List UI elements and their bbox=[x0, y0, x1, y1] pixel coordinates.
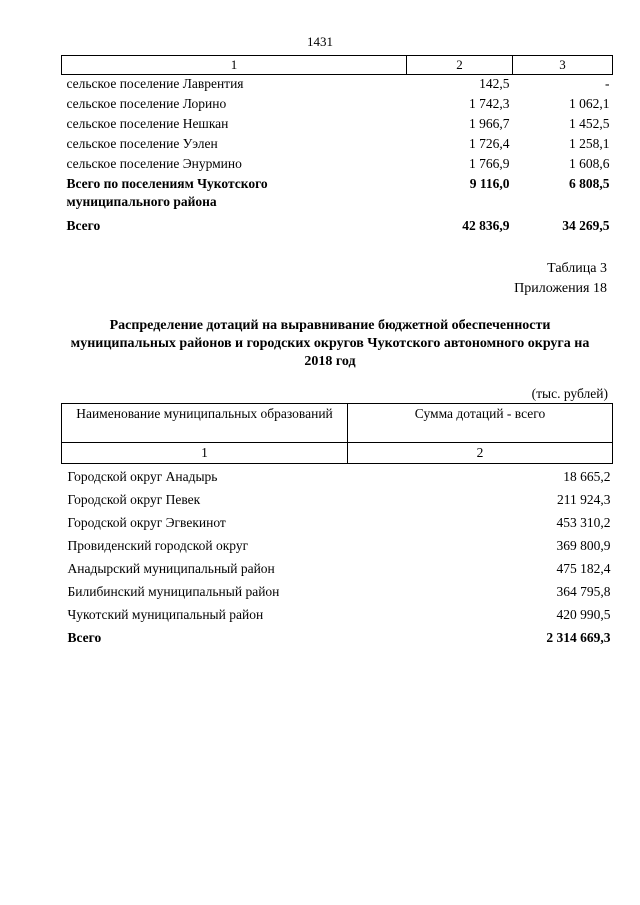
total-name: Всего bbox=[66, 218, 101, 233]
table-row bbox=[62, 490, 613, 513]
row-value: 453 310,2 bbox=[556, 515, 611, 530]
row-value-2: 1 742,3 bbox=[469, 96, 510, 111]
settlements-table bbox=[61, 55, 613, 237]
unit-label: (тыс. рублей) bbox=[531, 386, 608, 401]
row-value-3: 1 608,6 bbox=[569, 156, 610, 171]
table-row bbox=[62, 95, 613, 115]
row-name: Анадырский муниципальный район bbox=[67, 561, 275, 576]
table-row bbox=[62, 536, 613, 559]
total-value: 2 314 669,3 bbox=[546, 630, 611, 645]
row-value-3: 1 258,1 bbox=[569, 136, 610, 151]
appendix-number: Приложения 18 bbox=[514, 281, 607, 296]
row-value-3: 1 452,5 bbox=[569, 116, 610, 131]
row-value-2: 1 766,9 bbox=[469, 156, 510, 171]
total-row bbox=[62, 211, 613, 237]
column-header-1: 1 bbox=[62, 56, 407, 75]
column-header-sum: Сумма дотаций - всего bbox=[348, 404, 613, 443]
row-value: 369 800,9 bbox=[556, 538, 611, 553]
table-row bbox=[62, 582, 613, 605]
row-name: Чукотский муниципальный район bbox=[67, 607, 264, 622]
subsidies-table bbox=[61, 403, 613, 651]
table-number: Таблица 3 bbox=[547, 261, 607, 276]
row-value-3: 1 062,1 bbox=[569, 96, 610, 111]
table-row bbox=[62, 135, 613, 155]
subtotal-value-2: 9 116,0 bbox=[469, 176, 510, 191]
row-name: Городской округ Анадырь bbox=[67, 469, 218, 484]
column-number-1: 1 bbox=[62, 443, 348, 464]
row-value: 211 924,3 bbox=[557, 492, 611, 507]
column-header-name: Наименование муниципальных образований bbox=[62, 404, 348, 443]
table-row bbox=[62, 513, 613, 536]
table-header-row bbox=[62, 56, 613, 75]
total-value-2: 42 836,9 bbox=[462, 218, 510, 233]
row-value-3: - bbox=[605, 76, 610, 91]
row-value: 364 795,8 bbox=[556, 584, 611, 599]
row-name: Билибинский муниципальный район bbox=[67, 584, 280, 599]
row-value: 420 990,5 bbox=[556, 607, 611, 622]
table-row bbox=[62, 155, 613, 175]
total-row bbox=[62, 628, 613, 651]
row-name: Городской округ Эгвекинот bbox=[67, 515, 226, 530]
total-value-3: 34 269,5 bbox=[562, 218, 610, 233]
row-name: Городской округ Певек bbox=[67, 492, 201, 507]
table-row bbox=[62, 464, 613, 491]
row-value: 475 182,4 bbox=[556, 561, 611, 576]
table-row bbox=[62, 75, 613, 96]
table-reference bbox=[514, 259, 607, 299]
table-row bbox=[62, 115, 613, 135]
row-name: сельское поселение Нешкан bbox=[66, 116, 229, 131]
subtotal-name: Всего по поселениям Чукотского муниципального района bbox=[66, 176, 268, 209]
page-number: 1431 bbox=[307, 34, 333, 49]
column-header-3: 3 bbox=[513, 56, 613, 75]
total-name: Всего bbox=[67, 630, 102, 645]
row-value: 18 665,2 bbox=[563, 469, 611, 484]
table-title: Распределение дотаций на выравнивание бюджетной обеспеченности муниципальных районов и городских округов Чукотского автономного округа на 2018 год bbox=[70, 318, 590, 369]
subtotal-row bbox=[62, 175, 613, 211]
table-header-row bbox=[62, 404, 613, 443]
row-name: сельское поселение Лаврентия bbox=[66, 76, 244, 91]
row-value-2: 142,5 bbox=[479, 76, 510, 91]
column-number-2: 2 bbox=[348, 443, 613, 464]
row-value-2: 1 726,4 bbox=[469, 136, 510, 151]
column-header-2: 2 bbox=[407, 56, 513, 75]
table-row bbox=[62, 605, 613, 628]
table-header-number-row bbox=[62, 443, 613, 464]
row-name: сельское поселение Уэлен bbox=[66, 136, 218, 151]
row-value-2: 1 966,7 bbox=[469, 116, 510, 131]
row-name: Провиденский городской округ bbox=[67, 538, 249, 553]
table-row bbox=[62, 559, 613, 582]
subtotal-value-3: 6 808,5 bbox=[569, 176, 610, 191]
row-name: сельское поселение Лорино bbox=[66, 96, 227, 111]
row-name: сельское поселение Энурмино bbox=[66, 156, 242, 171]
